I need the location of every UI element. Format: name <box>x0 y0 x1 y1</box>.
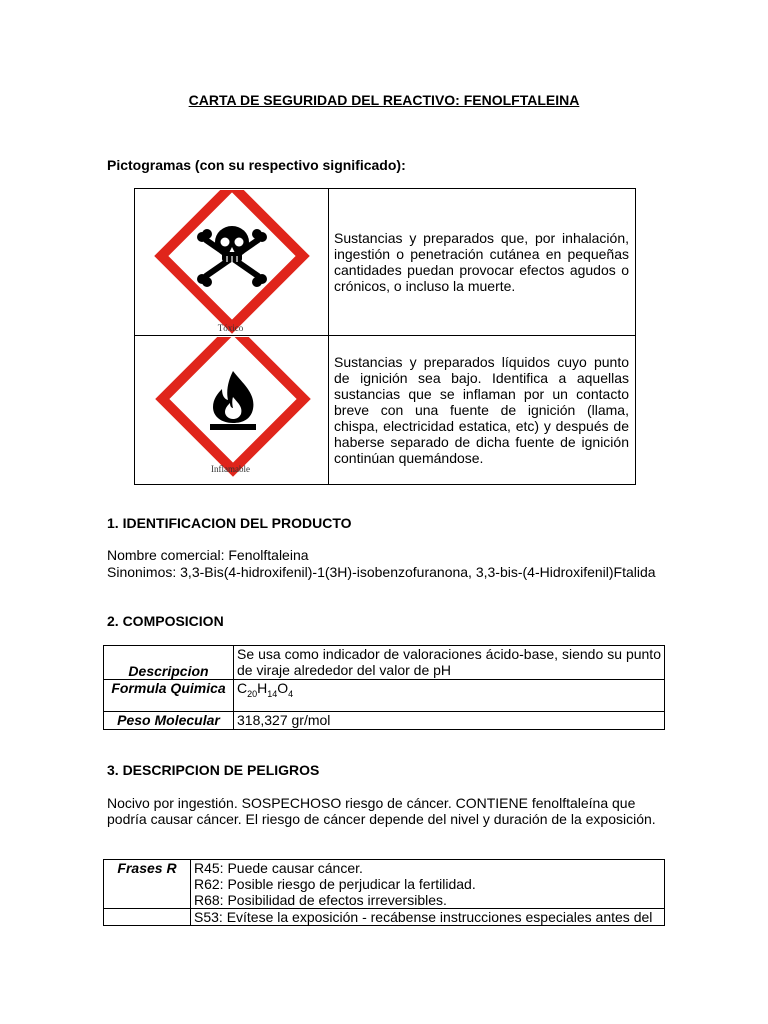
composition-label-weight: Peso Molecular <box>104 712 234 730</box>
pictogram-cell-flammable <box>135 336 329 485</box>
composition-value-weight: 318,327 gr/mol <box>234 712 665 730</box>
composition-value-formula: $C_{20}H_{14}O_4$ <box>234 680 665 712</box>
composition-label-formula: Formula Quimica <box>104 680 234 712</box>
pictogram-caption-toxic: Tóxico <box>217 323 244 333</box>
table-row <box>104 646 665 680</box>
safety-phrase-s53: S53: Evítese la exposición - recábense instrucciones especiales antes del <box>191 909 665 926</box>
pictogram-caption-flammable: Inflamable <box>211 464 250 474</box>
pictogram-description-flammable: Sustancias y preparados líquidos cuyo punto de ignición sea bajo. Identifica a aquellas sustancias que se inflaman por un contacto breve con una fuente de ignición (llama, chispa, electricidad estatica, etc) y después de haberse separado de dicha fuente de ignición continúan quemándose. <box>329 336 636 485</box>
table-row <box>104 680 665 712</box>
risk-phrase-r62: R62: Posible riesgo de perjudicar la fertilidad. <box>194 876 476 892</box>
pictogram-heading: Pictogramas (con su respectivo significado): <box>107 157 406 173</box>
risk-phrases-list <box>191 860 665 909</box>
table-row <box>104 860 665 909</box>
pictogram-cell-toxic <box>135 189 329 336</box>
document-title: CARTA DE SEGURIDAD DEL REACTIVO: FENOLFTALEINA <box>188 92 580 108</box>
risk-phrases-label: Frases R <box>104 860 191 909</box>
pictogram-row-flammable <box>135 336 636 485</box>
product-synonyms: Sinonimos: 3,3-Bis(4-hidroxifenil)-1(3H)-isobenzofuranona, 3,3-bis-(4-Hidroxifenil)Ftalida <box>107 564 656 580</box>
table-row <box>104 909 665 926</box>
pictogram-description-toxic: Sustancias y preparados que, por inhalación, ingestión o penetración cutánea en pequeñas cantidades puedan provocar efectos agudos o crónicos, o incluso la muerte. <box>329 189 636 336</box>
risk-phrases-table <box>103 859 665 926</box>
section2-heading: 2. COMPOSICION <box>107 613 224 629</box>
table-row <box>104 712 665 730</box>
product-name: Nombre comercial: Fenolftaleina <box>107 547 309 563</box>
pictogram-row-toxic <box>135 189 636 336</box>
risk-phrase-r68: R68: Posibilidad de efectos irreversibles. <box>194 892 447 908</box>
pictogram-table <box>134 188 636 485</box>
skull-crossbones-icon <box>136 190 327 334</box>
section3-heading: 3. DESCRIPCION DE PELIGROS <box>107 762 320 778</box>
composition-value-description: Se usa como indicador de valoraciones ácido-base, siendo su punto de viraje alrededor del valor de pH <box>234 646 665 680</box>
safety-phrase-label <box>104 909 191 926</box>
risk-phrase-r45: R45: Puede causar cáncer. <box>194 860 363 876</box>
section1-heading: 1. IDENTIFICACION DEL PRODUCTO <box>107 515 352 531</box>
hazard-description: Nocivo por ingestión. SOSPECHOSO riesgo de cáncer. CONTIENE fenolftaleína que podría causar cáncer. El riesgo de cáncer depende del nivel y duración de la exposición. <box>107 795 656 827</box>
composition-label-description: Descripcion <box>104 646 234 680</box>
composition-table <box>103 645 665 730</box>
